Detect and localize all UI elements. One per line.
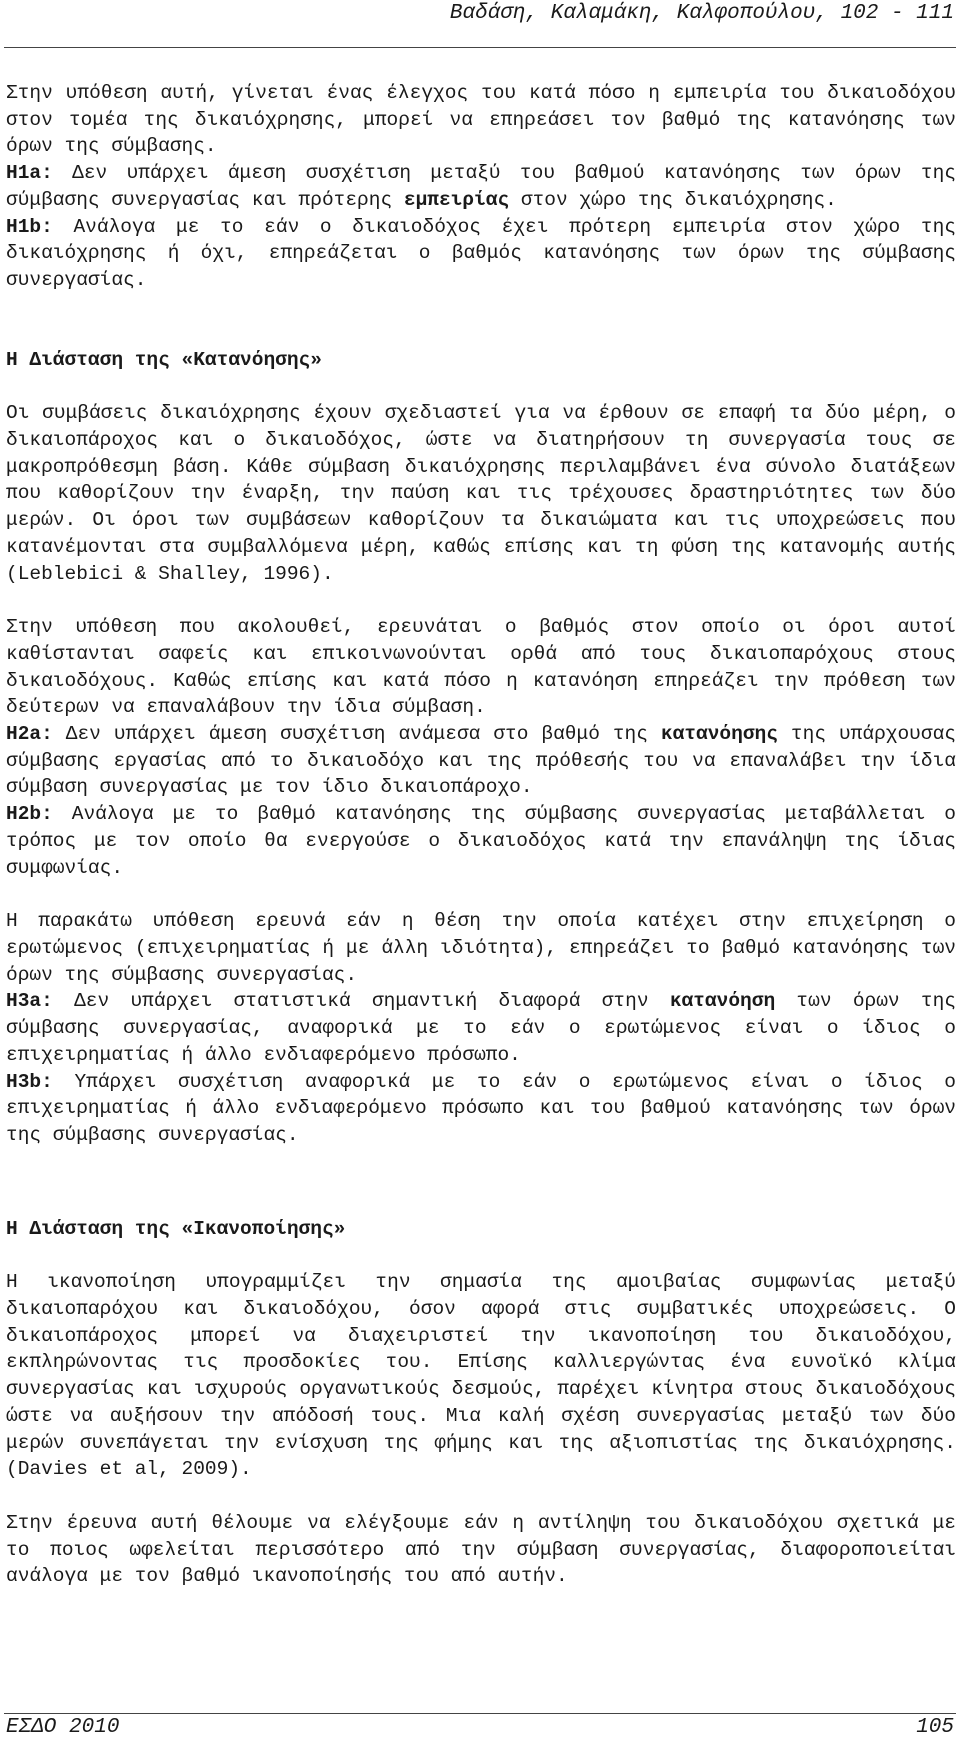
intro-paragraph: Στην υπόθεση αυτή, γίνεται ένας έλεγχος του κατά πόσο η εμπειρία του δικαιοδόχου στον τομέα της δικαιόχρησης, μπορεί να επηρεάσει τον βαθμό της κατανόησης των όρων της σύμβασης. [6, 82, 956, 158]
running-header: Βαδάση, Καλαμάκη, Καλφοπούλου, 102 - 111 [449, 2, 954, 25]
hypothesis-h1b: H1b: Ανάλογα με το εάν ο δικαιοδόχος έχει πρότερη εμπειρία στον χώρο της δικαιόχρησης ή όχι, επηρεάζεται ο βαθμός κατανόησης των όρων της σύμβασης συνεργασίας. [6, 215, 956, 291]
section-heading-understanding: Η Διάσταση της «Κατανόησης» [6, 348, 322, 371]
closing-paragraph: Στην έρευνα αυτή θέλουμε να ελέγξουμε εάν η αντίληψη του δικαιοδόχου σχετικά με το ποιος ωφελείται περισσότερο από την σύμβαση συνεργασίας, διαφοροποιείται ανάλογα με τον βαθμό ικανοποίησής του από αυτήν. [6, 1511, 956, 1588]
page-footer [6, 1714, 954, 1742]
section-heading-satisfaction: Η Διάσταση της «Ικανοποίησης» [6, 1217, 346, 1240]
hypothesis-intro-paragraph: Στην υπόθεση που ακολουθεί, ερευνάται ο βαθμός στον οποίο οι όροι αυτοί καθίστανται σαφείς και επικοινωνούνται ορθά από τους δικαιοπαρόχους στους δικαιοδόχους. Καθώς επίσης και κατά πόσο η κατανόηση επηρεάζει την πρόθεση των δεύτερων να επαναλάβουν την ίδια σύμβαση. [6, 616, 956, 719]
page-body [6, 80, 956, 1590]
hypothesis-h1a: H1a: Δεν υπάρχει άμεση συσχέτιση μεταξύ του βαθμού κατανόησης των όρων της σύμβασης συνεργασίας και πρότερης εμπειρίας στον χώρο της δικαιόχρησης. [6, 162, 956, 211]
hypothesis-h3a: H3a: Δεν υπάρχει στατιστικά σημαντική διαφορά στην κατανόηση των όρων της σύμβασης συνεργασίας, αναφορικά με το εάν ο ερωτώμενος είναι ο ίδιος ο επιχειρηματίας ή άλλο ενδιαφερόμενο πρόσωπο. [6, 990, 957, 1066]
hypothesis-h3b: H3b: Υπάρχει συσχέτιση αναφορικά με το εάν ο ερωτώμενος είναι ο ίδιος ο επιχειρηματίας ή άλλο ενδιαφερόμενο πρόσωπο και του βαθμού κατανόησης των όρων της σύμβασης συνεργασίας. [6, 1070, 956, 1146]
journal-label: ΕΣΔΟ 2010 [6, 1716, 120, 1739]
understanding-paragraph: Οι συμβάσεις δικαιόχρησης έχουν σχεδιαστεί για να έρθουν σε επαφή τα δύο μέρη, ο δικαιοπάροχος και ο δικαιοδόχος, ώστε να διατηρήσουν τη συνεργασία τους σε μακροπρόθεσμη βάση. Κάθε σύμβαση δικαιόχρησης περιλαμβάνει ένα σύνολο διατάξεων που καθορίζουν την έναρξη, την παύση και τις τρέχουσες δραστηριότητες των δύο μερών. Οι όροι των συμβάσεων καθορίζουν τα δικαιώματα και τις υποχρεώσεις που κατανέμονται στα συμβαλλόμενα μέρη, καθώς επίσης και τη φύση της κατανομής αυτής (Leblebici & Shalley, 1996). [6, 402, 956, 585]
page-number: 105 [916, 1716, 954, 1739]
hypothesis-h2a: H2a: Δεν υπάρχει άμεση συσχέτιση ανάμεσα στο βαθμό της κατανόησης της υπάρχουσας σύμβασης εργασίας από το δικαιοδόχο και της πρόθεσής του να επαναλάβει την ίδια σύμβαση συνεργασίας με τον ίδιο δικαιοπάροχο. [6, 723, 956, 799]
hypothesis-h2b: H2b: Ανάλογα με το βαθμό κατανόησης της σύμβασης συνεργασίας μεταβάλλεται ο τρόπος με τον οποίο θα ενεργούσε ο δικαιοδόχος κατά την επανάληψη της ίδιας συμφωνίας. [6, 803, 956, 879]
satisfaction-paragraph: Η ικανοποίηση υπογραμμίζει την σημασία της αμοιβαίας συμφωνίας μεταξύ δικαιοπαρόχου και δικαιοδόχου, όσον αφορά στις συμβατικές υποχρεώσεις. Ο δικαιοπάροχος μπορεί να διαχειριστεί την ικανοποίηση του δικαιοδόχου, εκπληρώνοντας τις προσδοκίες του. Επίσης καλλιεργώντας ένα ευνοϊκό κλίμα συνεργασίας και ισχυρούς οργανωτικούς δεσμούς, παρέχει κίνητρα στους δικαιοδόχους ώστε να αυξήσουν την απόδοσή τους. Μια καλή σχέση συνεργασίας μεταξύ των δύο μερών συνεπάγεται την ενίσχυση της φήμης και της αξιοπιστίας της δικαιόχρησης. (Davies et al, 2009). [6, 1271, 956, 1481]
header-rule [4, 47, 956, 48]
position-paragraph: Η παρακάτω υπόθεση ερευνά εάν η θέση την οποία κατέχει στην επιχείρηση ο ερωτώμενος (επιχειρηματίας ή με άλλη ιδιότητα), επηρεάζει το βαθμό κατανόησης των όρων της σύμβασης συνεργασίας. [6, 910, 956, 986]
